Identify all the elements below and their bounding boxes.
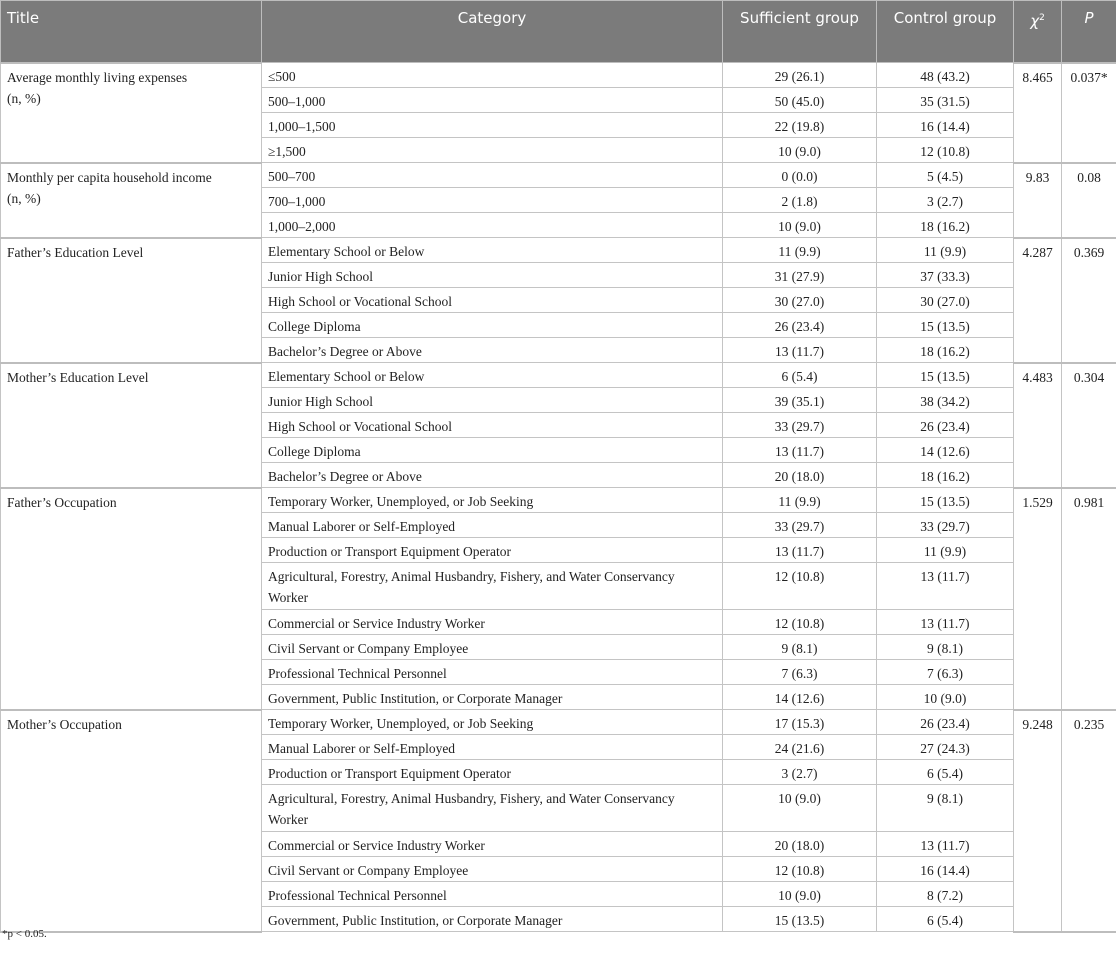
- control-group-cell: 14 (12.6): [877, 438, 1014, 463]
- category-cell: Elementary School or Below: [262, 238, 723, 263]
- sufficient-group-cell: 13 (11.7): [723, 538, 877, 563]
- group-title-cell: [1, 63, 262, 163]
- category-cell: Elementary School or Below: [262, 363, 723, 388]
- chi-superscript: 2: [1039, 13, 1045, 23]
- category-cell: Junior High School: [262, 263, 723, 288]
- control-group-cell: 15 (13.5): [877, 488, 1014, 513]
- category-cell: 500–1,000: [262, 88, 723, 113]
- control-group-cell: 13 (11.7): [877, 563, 1014, 610]
- sufficient-group-cell: 11 (9.9): [723, 488, 877, 513]
- sufficient-group-cell: 17 (15.3): [723, 710, 877, 735]
- p-value-cell: 0.981: [1062, 488, 1116, 710]
- control-group-cell: 33 (29.7): [877, 513, 1014, 538]
- sufficient-group-cell: 10 (9.0): [723, 138, 877, 163]
- sufficient-group-cell: 12 (10.8): [723, 610, 877, 635]
- table-row: [1, 363, 1116, 388]
- category-cell: 700–1,000: [262, 188, 723, 213]
- category-cell: Government, Public Institution, or Corporate Manager: [262, 685, 723, 710]
- sufficient-group-cell: 13 (11.7): [723, 338, 877, 363]
- chi-square-cell: 9.248: [1014, 710, 1062, 932]
- control-group-cell: 16 (14.4): [877, 113, 1014, 138]
- sufficient-group-cell: 10 (9.0): [723, 785, 877, 832]
- control-group-cell: 26 (23.4): [877, 710, 1014, 735]
- table-row: [1, 710, 1116, 735]
- category-cell: Manual Laborer or Self-Employed: [262, 513, 723, 538]
- control-group-cell: 27 (24.3): [877, 735, 1014, 760]
- control-group-cell: 9 (8.1): [877, 635, 1014, 660]
- category-cell: Temporary Worker, Unemployed, or Job Seeking: [262, 710, 723, 735]
- category-cell: Production or Transport Equipment Operator: [262, 760, 723, 785]
- category-cell: High School or Vocational School: [262, 413, 723, 438]
- sufficient-group-cell: 10 (9.0): [723, 213, 877, 238]
- sufficient-group-cell: 50 (45.0): [723, 88, 877, 113]
- control-group-cell: 12 (10.8): [877, 138, 1014, 163]
- sufficient-group-cell: 31 (27.9): [723, 263, 877, 288]
- control-group-cell: 18 (16.2): [877, 338, 1014, 363]
- chi-square-cell: 4.483: [1014, 363, 1062, 488]
- control-group-cell: 13 (11.7): [877, 610, 1014, 635]
- chi-square-cell: 9.83: [1014, 163, 1062, 238]
- sufficient-group-cell: 30 (27.0): [723, 288, 877, 313]
- control-group-cell: 30 (27.0): [877, 288, 1014, 313]
- control-group-cell: 10 (9.0): [877, 685, 1014, 710]
- group-title-sub: (n, %): [7, 190, 41, 206]
- sufficient-group-cell: 9 (8.1): [723, 635, 877, 660]
- group-title-cell: [1, 163, 262, 238]
- control-group-cell: 35 (31.5): [877, 88, 1014, 113]
- sufficient-group-cell: 13 (11.7): [723, 438, 877, 463]
- control-group-cell: 7 (6.3): [877, 660, 1014, 685]
- chi-square-cell: 4.287: [1014, 238, 1062, 363]
- sufficient-group-cell: 3 (2.7): [723, 760, 877, 785]
- group-title: Average monthly living expenses: [7, 69, 188, 85]
- control-group-cell: 6 (5.4): [877, 760, 1014, 785]
- category-cell: Agricultural, Forestry, Animal Husbandry, Fishery, and Water Conservancy Worker: [262, 785, 723, 832]
- group-title-cell: [1, 710, 262, 932]
- chi-square-cell: 8.465: [1014, 63, 1062, 163]
- category-cell: 1,000–1,500: [262, 113, 723, 138]
- category-cell: 500–700: [262, 163, 723, 188]
- table-body: [1, 63, 1116, 932]
- control-group-cell: 48 (43.2): [877, 63, 1014, 88]
- category-cell: ≥1,500: [262, 138, 723, 163]
- control-group-cell: 11 (9.9): [877, 538, 1014, 563]
- control-group-cell: 38 (34.2): [877, 388, 1014, 413]
- sufficient-group-cell: 20 (18.0): [723, 463, 877, 488]
- header-control-group: Control group: [877, 1, 1014, 63]
- sufficient-group-cell: 0 (0.0): [723, 163, 877, 188]
- category-cell: College Diploma: [262, 313, 723, 338]
- chi-square-cell: 1.529: [1014, 488, 1062, 710]
- sufficient-group-cell: 22 (19.8): [723, 113, 877, 138]
- group-title: Father’s Occupation: [7, 494, 117, 510]
- category-cell: Civil Servant or Company Employee: [262, 635, 723, 660]
- table-row: [1, 238, 1116, 263]
- sufficient-group-cell: 10 (9.0): [723, 882, 877, 907]
- table-row: [1, 488, 1116, 513]
- header-title: Title: [1, 1, 262, 63]
- header-category: Category: [262, 1, 723, 63]
- p-value-cell: 0.08: [1062, 163, 1116, 238]
- control-group-cell: 18 (16.2): [877, 463, 1014, 488]
- sufficient-group-cell: 15 (13.5): [723, 907, 877, 932]
- sufficient-group-cell: 33 (29.7): [723, 413, 877, 438]
- control-group-cell: 3 (2.7): [877, 188, 1014, 213]
- category-cell: College Diploma: [262, 438, 723, 463]
- sufficient-group-cell: 7 (6.3): [723, 660, 877, 685]
- control-group-cell: 9 (8.1): [877, 785, 1014, 832]
- sufficient-group-cell: 26 (23.4): [723, 313, 877, 338]
- category-cell: 1,000–2,000: [262, 213, 723, 238]
- group-title: Father’s Education Level: [7, 244, 144, 260]
- control-group-cell: 26 (23.4): [877, 413, 1014, 438]
- control-group-cell: 5 (4.5): [877, 163, 1014, 188]
- p-value-cell: 0.304: [1062, 363, 1116, 488]
- category-cell: Manual Laborer or Self-Employed: [262, 735, 723, 760]
- p-value-cell: 0.235: [1062, 710, 1116, 932]
- control-group-cell: 15 (13.5): [877, 363, 1014, 388]
- category-cell: Civil Servant or Company Employee: [262, 857, 723, 882]
- sufficient-group-cell: 12 (10.8): [723, 857, 877, 882]
- sufficient-group-cell: 14 (12.6): [723, 685, 877, 710]
- sufficient-group-cell: 33 (29.7): [723, 513, 877, 538]
- category-cell: Government, Public Institution, or Corporate Manager: [262, 907, 723, 932]
- control-group-cell: 8 (7.2): [877, 882, 1014, 907]
- sufficient-group-cell: 29 (26.1): [723, 63, 877, 88]
- category-cell: Professional Technical Personnel: [262, 660, 723, 685]
- p-value-cell: 0.369: [1062, 238, 1116, 363]
- group-title: Mother’s Occupation: [7, 716, 122, 732]
- p-symbol: P: [1084, 9, 1094, 27]
- category-cell: Production or Transport Equipment Operator: [262, 538, 723, 563]
- footnote: *p < 0.05.: [2, 928, 47, 940]
- sufficient-group-cell: 12 (10.8): [723, 563, 877, 610]
- sufficient-group-cell: 11 (9.9): [723, 238, 877, 263]
- p-value-cell: 0.037*: [1062, 63, 1116, 163]
- sufficient-group-cell: 24 (21.6): [723, 735, 877, 760]
- category-cell: Bachelor’s Degree or Above: [262, 338, 723, 363]
- header-sufficient-group: Sufficient group: [723, 1, 877, 63]
- header-p-value: [1062, 1, 1116, 63]
- sufficient-group-cell: 39 (35.1): [723, 388, 877, 413]
- header-row: [1, 1, 1116, 63]
- group-title: Monthly per capita household income: [7, 169, 212, 185]
- group-title-cell: [1, 238, 262, 363]
- sufficient-group-cell: 2 (1.8): [723, 188, 877, 213]
- category-cell: Junior High School: [262, 388, 723, 413]
- table-row: [1, 63, 1116, 88]
- header-chi-square: [1014, 1, 1062, 63]
- control-group-cell: 37 (33.3): [877, 263, 1014, 288]
- group-title-cell: [1, 363, 262, 488]
- sufficient-group-cell: 20 (18.0): [723, 832, 877, 857]
- category-cell: ≤500: [262, 63, 723, 88]
- category-cell: Professional Technical Personnel: [262, 882, 723, 907]
- category-cell: Commercial or Service Industry Worker: [262, 832, 723, 857]
- category-cell: Temporary Worker, Unemployed, or Job Seeking: [262, 488, 723, 513]
- control-group-cell: 18 (16.2): [877, 213, 1014, 238]
- category-cell: Agricultural, Forestry, Animal Husbandry, Fishery, and Water Conservancy Worker: [262, 563, 723, 610]
- table-row: [1, 163, 1116, 188]
- control-group-cell: 13 (11.7): [877, 832, 1014, 857]
- group-title-sub: (n, %): [7, 90, 41, 106]
- control-group-cell: 6 (5.4): [877, 907, 1014, 932]
- control-group-cell: 11 (9.9): [877, 238, 1014, 263]
- control-group-cell: 15 (13.5): [877, 313, 1014, 338]
- group-title: Mother’s Education Level: [7, 369, 149, 385]
- category-cell: Commercial or Service Industry Worker: [262, 610, 723, 635]
- sufficient-group-cell: 6 (5.4): [723, 363, 877, 388]
- category-cell: High School or Vocational School: [262, 288, 723, 313]
- chi-symbol: χ: [1030, 12, 1040, 30]
- control-group-cell: 16 (14.4): [877, 857, 1014, 882]
- category-cell: Bachelor’s Degree or Above: [262, 463, 723, 488]
- group-title-cell: [1, 488, 262, 710]
